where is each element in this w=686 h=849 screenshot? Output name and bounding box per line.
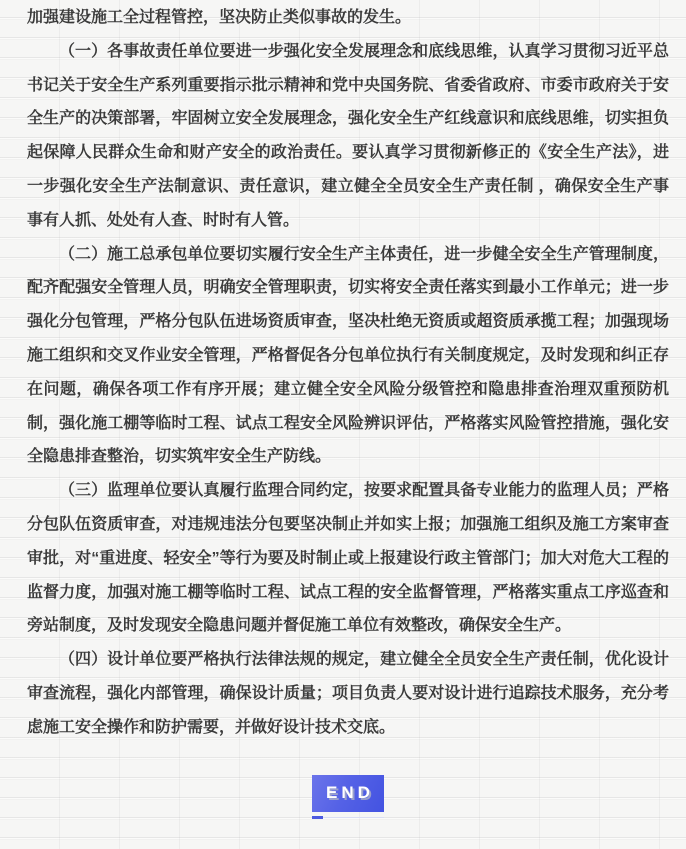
end-section — [27, 775, 669, 819]
article-paragraph: 加强建设施工全过程管控，坚决防止类似事故的发生。 — [27, 9, 412, 26]
end-badge — [312, 775, 384, 812]
article-paragraph: （四）设计单位要严格执行法律法规的规定，建立健全全员安全生产责任制，优化设计审查流程，强化内部管理，确保设计质量；项目负责人要对设计进行追踪技术服务，充分考虑施工安全操作和防护需要，并做好设计技术交底。 — [27, 651, 669, 736]
article-paragraph: （三）监理单位要认真履行监理合同约定，按要求配置具备专业能力的监理人员；严格分包队伍资质审查，对违规违法分包要坚决制止并如实上报；加强施工组织及施工方案审查审批，对“重进度、轻安全”等行为要及时制止或上报建设行政主管部门；加大对危大工程的监督力度，加强对施工棚等临时工程、试点工程的安全监督管理，严格落实重点工序巡查和旁站制度，及时发现安全隐患问题并督促施工单位有效整改，确保安全生产。 — [27, 482, 669, 635]
article-paragraph: （一）各事故责任单位要进一步强化安全发展理念和底线思维，认真学习贯彻习近平总书记关于安全生产系列重要指示批示精神和党中央国务院、省委省政府、市委市政府关于安全生产的决策部署，牢固树立安全发展理念，强化安全生产红线意识和底线思维，切实担负起保障人民群众生命和财产安全的政治责任。要认真学习贯彻新修正的《安全生产法》，进一步强化安全生产法制意识、责任意识，建立健全全员安全生产责任制 ，确保安全生产事事有人抓、处处有人查、时时有人管。 — [27, 42, 669, 229]
article-paragraph: （二）施工总承包单位要切实履行安全生产主体责任，进一步健全安全生产管理制度，配齐配强安全管理人员，明确安全管理职责，切实将安全责任落实到最小工作单元；进一步强化分包管理，严格分包队伍进场资质审查，坚决杜绝无资质或超资质承揽工程；加强现场施工组织和交叉作业安全管理，严格督促各分包单位执行有关制度规定，及时发现和纠正存在问题，确保各项工作有序开展；建立健全安全风险分级管控和隐患排查治理双重预防机制，强化施工棚等临时工程、试点工程安全风险辨识评估，严格落实风险管控措施，强化安全隐患排查整治，切实筑牢安全生产防线。 — [27, 245, 669, 466]
end-underline — [312, 816, 384, 819]
end-badge-label: END — [326, 783, 374, 803]
end-underline-dash — [312, 816, 323, 819]
